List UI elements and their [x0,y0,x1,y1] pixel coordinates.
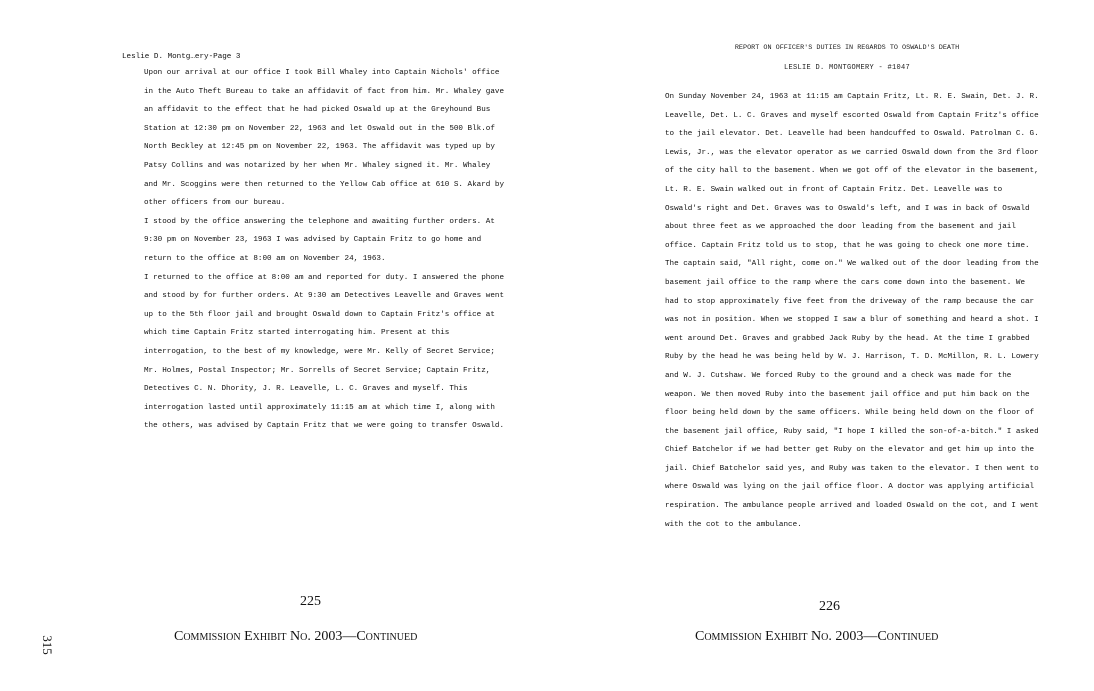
left-paragraph-3: I returned to the office at 8:00 am and reported for duty. I answered the phone and stood by for further orders. At 9:30 am Detectives Leavelle and Graves went up to the 5th floor jail and brought Oswald down to Captain Fritz's office at which time Captain Fritz started interrogating him. Present at this interrogation, to the best of my knowledge, were Mr. Kelly of Secret Service; Mr. Holmes, Postal Inspector; Mr. Sorrells of Secret Service; Captain Fritz, Detectives C. N. Dhority, J. R. Leavelle, L. C. Graves and myself. This interrogation lasted until approximately 11:15 am at which time I, along with the others, was advised by Captain Fritz that we were going to transfer Oswald. [144,273,509,431]
right-page-number: 226 [819,599,840,614]
right-page-heading-name: LESLIE D. MONTGOMERY - #1047 [783,64,911,72]
right-exhibit-caption: Commission Exhibit No. 2003—Continued [695,629,939,644]
left-paragraph-2: I stood by the office answering the telephone and awaiting further orders. At 9:30 pm on November 23, 1963 I was advised by Captain Fritz to go home and return to the office at 8:00 am on November 24, 1963. [144,217,500,263]
right-page-body [643,88,1044,534]
left-page-header: Leslie D. Montg…ery-Page 3 [122,53,241,61]
left-paragraph-1: Upon our arrival at our office I took Bill Whaley into Captain Nichols' office in the Auto Theft Bureau to take an affidavit of fact from him. Mr. Whaley gave an affidavit to the effect that he had picked Oswald up at the Greyhound Bus Station at 12:30 pm on November 22, 1963 and let Oswald out in the 500 Blk.of North Beckley at 12:45 pm on November 22, 1963. The affidavit was typed up by Patsy Collins and was notarized by her when Mr. Whaley signed it. Mr. Whaley and Mr. Scoggins were then returned to the Yellow Cab office at 610 S. Akard by other officers from our bureau. [144,69,509,208]
left-page-number: 225 [300,594,321,609]
side-page-number: 315 [40,635,55,655]
right-page [547,0,1094,691]
left-exhibit-caption: Commission Exhibit No. 2003—Continued [174,629,418,644]
left-page-body [122,64,509,436]
right-paragraph-1: On Sunday November 24, 1963 at 11:15 am Captain Fritz, Lt. R. E. Swain, Det. J. R. Leavelle, Det. L. C. Graves and myself escorted Oswald from Captain Fritz's office to the jail elevator. Det. Leavelle had been handcuffed to Oswald. Patrolman C. G. Lewis, Jr., was the elevator operator as we carried Oswald down from the 3rd floor of the city hall to the basement. When we got off of the elevator in the basement, Lt. R. E. Swain walked out in front of Captain Fritz. Det. Leavelle was to Oswald's right and Det. Graves was to Oswald's left, and I was in back of Oswald about three feet as we approached the door leading from the basement and jail office. Captain Fritz told us to stop, that he was going to check one more time. The captain said, "All right, come on." We walked out of the door leading from the basement jail office to the ramp where the cars come down into the basement. We had to stop approximately five feet from the driveway of the ramp because the car was not in position. When we stopped I saw a blur of something and heard a shot. I went around Det. Graves and grabbed Jack Ruby by the head. At the time I grabbed Ruby by the head he was being held by W. J. Harrison, T. D. McMillon, R. L. Lowery and W. J. Cutshaw. We forced Ruby to the ground and a check was made for the weapon. We then moved Ruby into the basement jail office and put him back on the floor being held down by the same officers. While being held down on the floor of the basement jail office, Ruby said, "I hope I killed the son-of-a-bitch." I asked Chief Batchelor if we had better get Ruby on the elevator and get him up into the jail. Chief Batchelor said yes, and Ruby was taken to the elevator. I then went to where Oswald was lying on the jail office floor. A doctor was applying artificial respiration. The ambulance people arrived and loaded Oswald on the cot, and I went with the cot to the ambulance. [665,93,1044,529]
right-page-heading-title: REPORT ON OFFICER'S DUTIES IN REGARDS TO OSWALD'S DEATH [734,44,960,52]
